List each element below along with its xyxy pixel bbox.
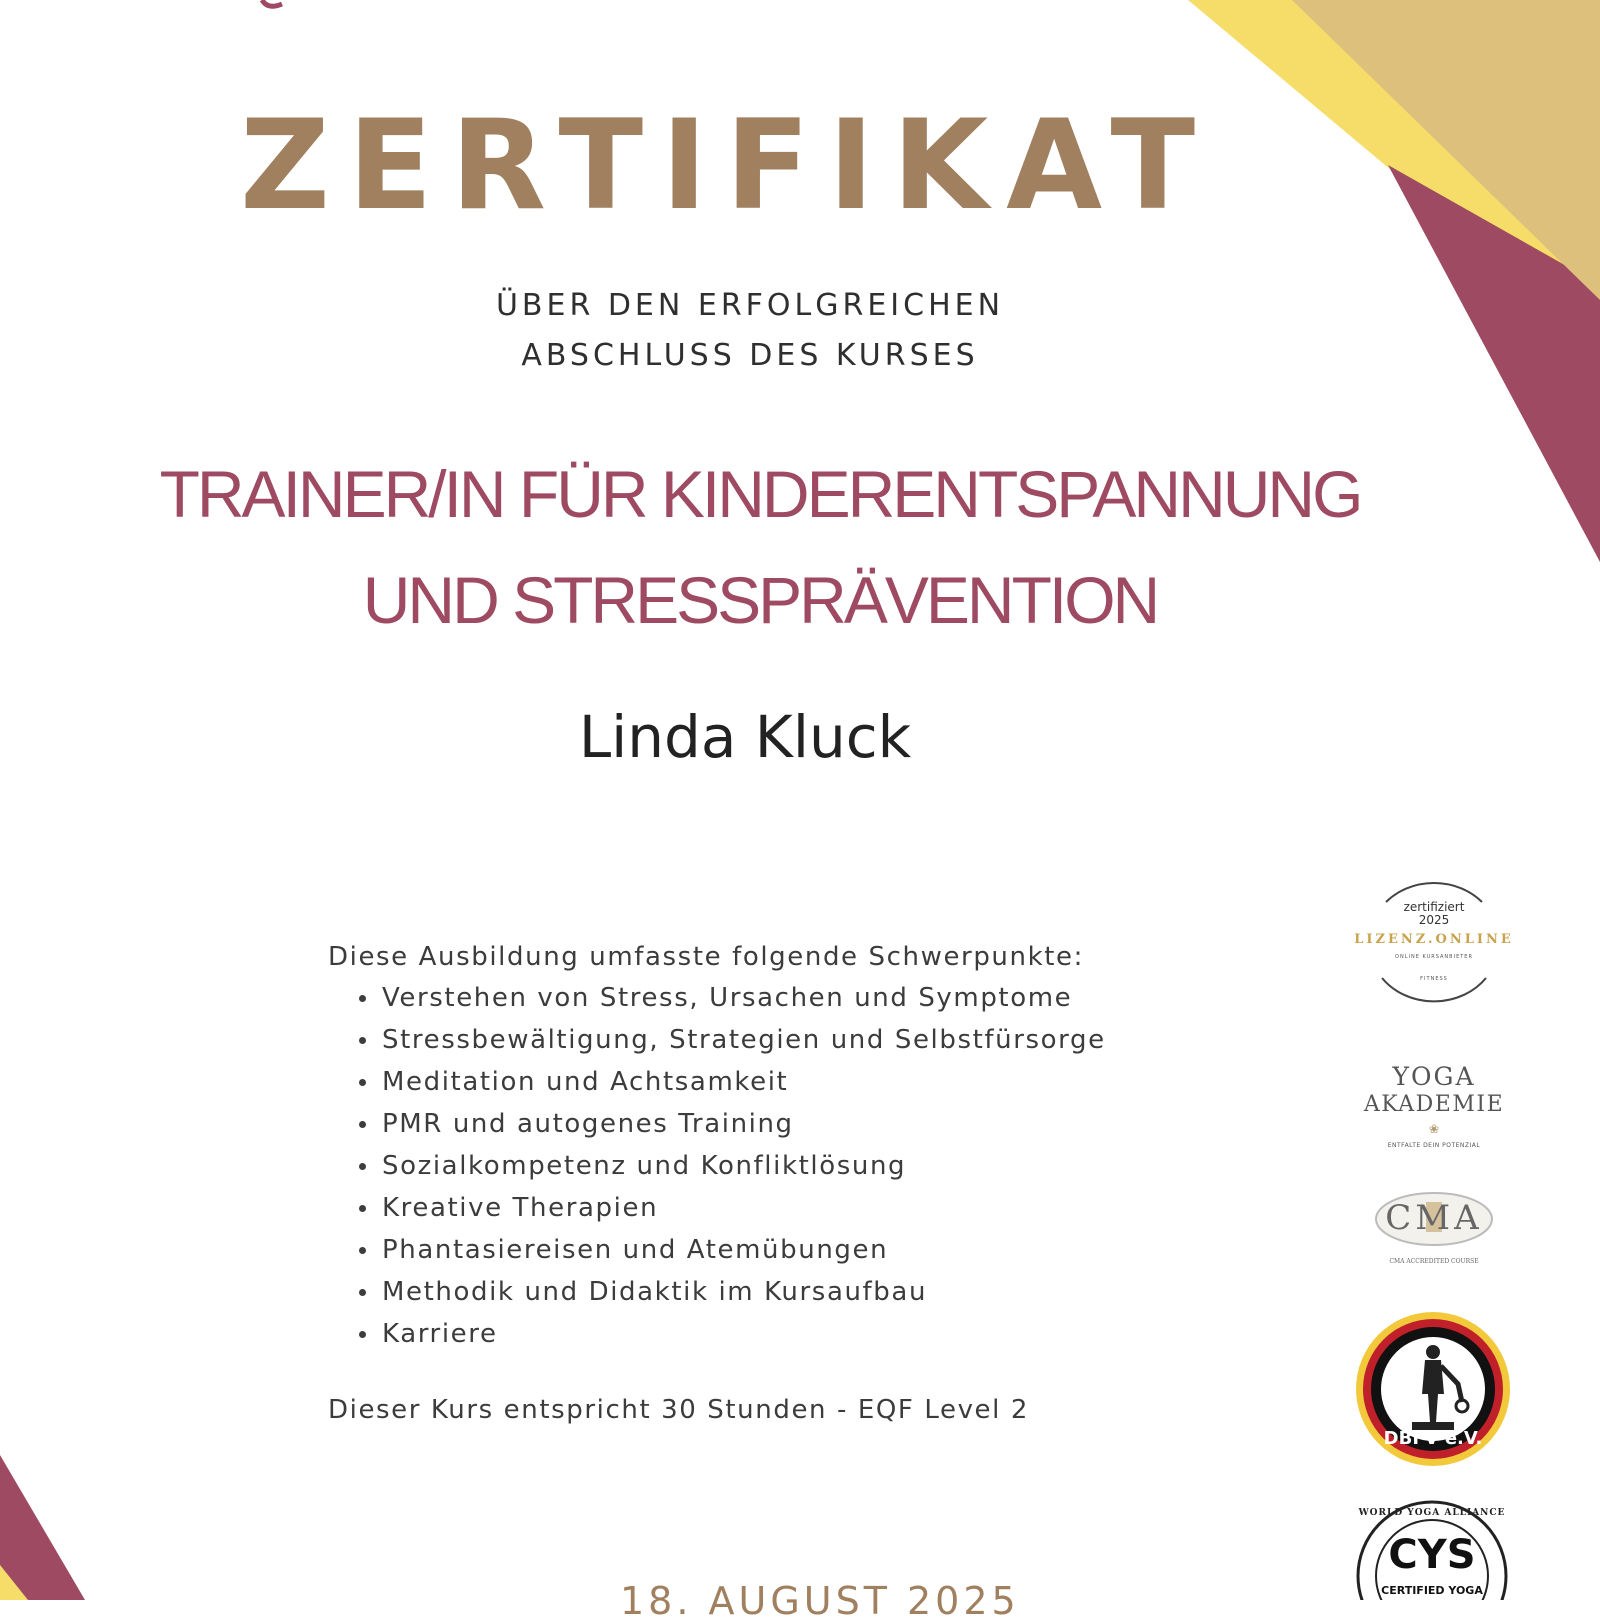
cys-name: CYS (1388, 1532, 1476, 1578)
lizenz-year: 2025 (1418, 913, 1450, 927)
topic-item: Meditation und Achtsamkeit (355, 1061, 1106, 1103)
course-title-line-2: UND STRESSPRÄVENTION (362, 563, 1158, 637)
certificate-title: ZERTIFIKAT (240, 94, 1214, 238)
lizenz-online-seal (1346, 880, 1522, 1005)
cma-tagline: CMA ACCREDITED COURSE (1389, 1258, 1479, 1265)
cma-accredited-logo (1372, 1188, 1496, 1270)
topics-list (355, 977, 1106, 1355)
topic-item: Kreative Therapien (355, 1187, 1106, 1229)
lizenz-name: LIZENZ.ONLINE (1354, 932, 1514, 947)
yoga-akademie-logo (1356, 1062, 1512, 1162)
topic-item: Verstehen von Stress, Ursachen und Symptome (355, 977, 1106, 1019)
subtitle-line-2: ABSCHLUSS DES KURSES (521, 338, 979, 373)
topics-intro: Diese Ausbildung umfasste folgende Schwerpunkte: (328, 942, 1084, 972)
topic-item: Phantasiereisen und Atemübungen (355, 1229, 1106, 1271)
subtitle-line-1: ÜBER DEN ERFOLGREICHEN (495, 288, 1005, 323)
course-title-line-1: TRAINER/IN FÜR KINDERENTSPANNUNG (159, 457, 1361, 531)
yoga-line-1: YOGA (1392, 1062, 1476, 1091)
dbfv-name: DBFV e.V. (1383, 1428, 1483, 1449)
cys-bottom-text: CERTIFIED YOGA (1381, 1584, 1483, 1597)
topic-item: PMR und autogenes Training (355, 1103, 1106, 1145)
cys-ring-text: WORLD YOGA ALLIANCE (1358, 1508, 1506, 1518)
lizenz-category: FITNESS (1420, 976, 1448, 982)
lotus-icon: ❀ (1428, 1122, 1440, 1136)
world-yoga-alliance-seal (1356, 1500, 1508, 1600)
yoga-tagline: ENTFALTE DEIN POTENZIAL (1387, 1142, 1481, 1149)
recipient-name: Linda Kluck (578, 703, 912, 771)
cma-name: CMA (1385, 1198, 1483, 1238)
certificate-date: 18. AUGUST 2025 (620, 1579, 1020, 1623)
dbfv-seal (1354, 1310, 1512, 1468)
topic-item: Methodik und Didaktik im Kursaufbau (355, 1271, 1106, 1313)
topic-item: Stressbewältigung, Strategien und Selbstfürsorge (355, 1019, 1106, 1061)
topic-item: Karriere (355, 1313, 1106, 1355)
yoga-line-2: AKADEMIE (1363, 1092, 1505, 1117)
lizenz-top-label: zertifiziert (1403, 900, 1465, 914)
lizenz-subline: ONLINE KURSANBIETER (1395, 954, 1473, 960)
course-hours-note: Dieser Kurs entspricht 30 Stunden - EQF Level 2 (328, 1395, 1029, 1425)
topic-item: Sozialkompetenz und Konfliktlösung (355, 1145, 1106, 1187)
